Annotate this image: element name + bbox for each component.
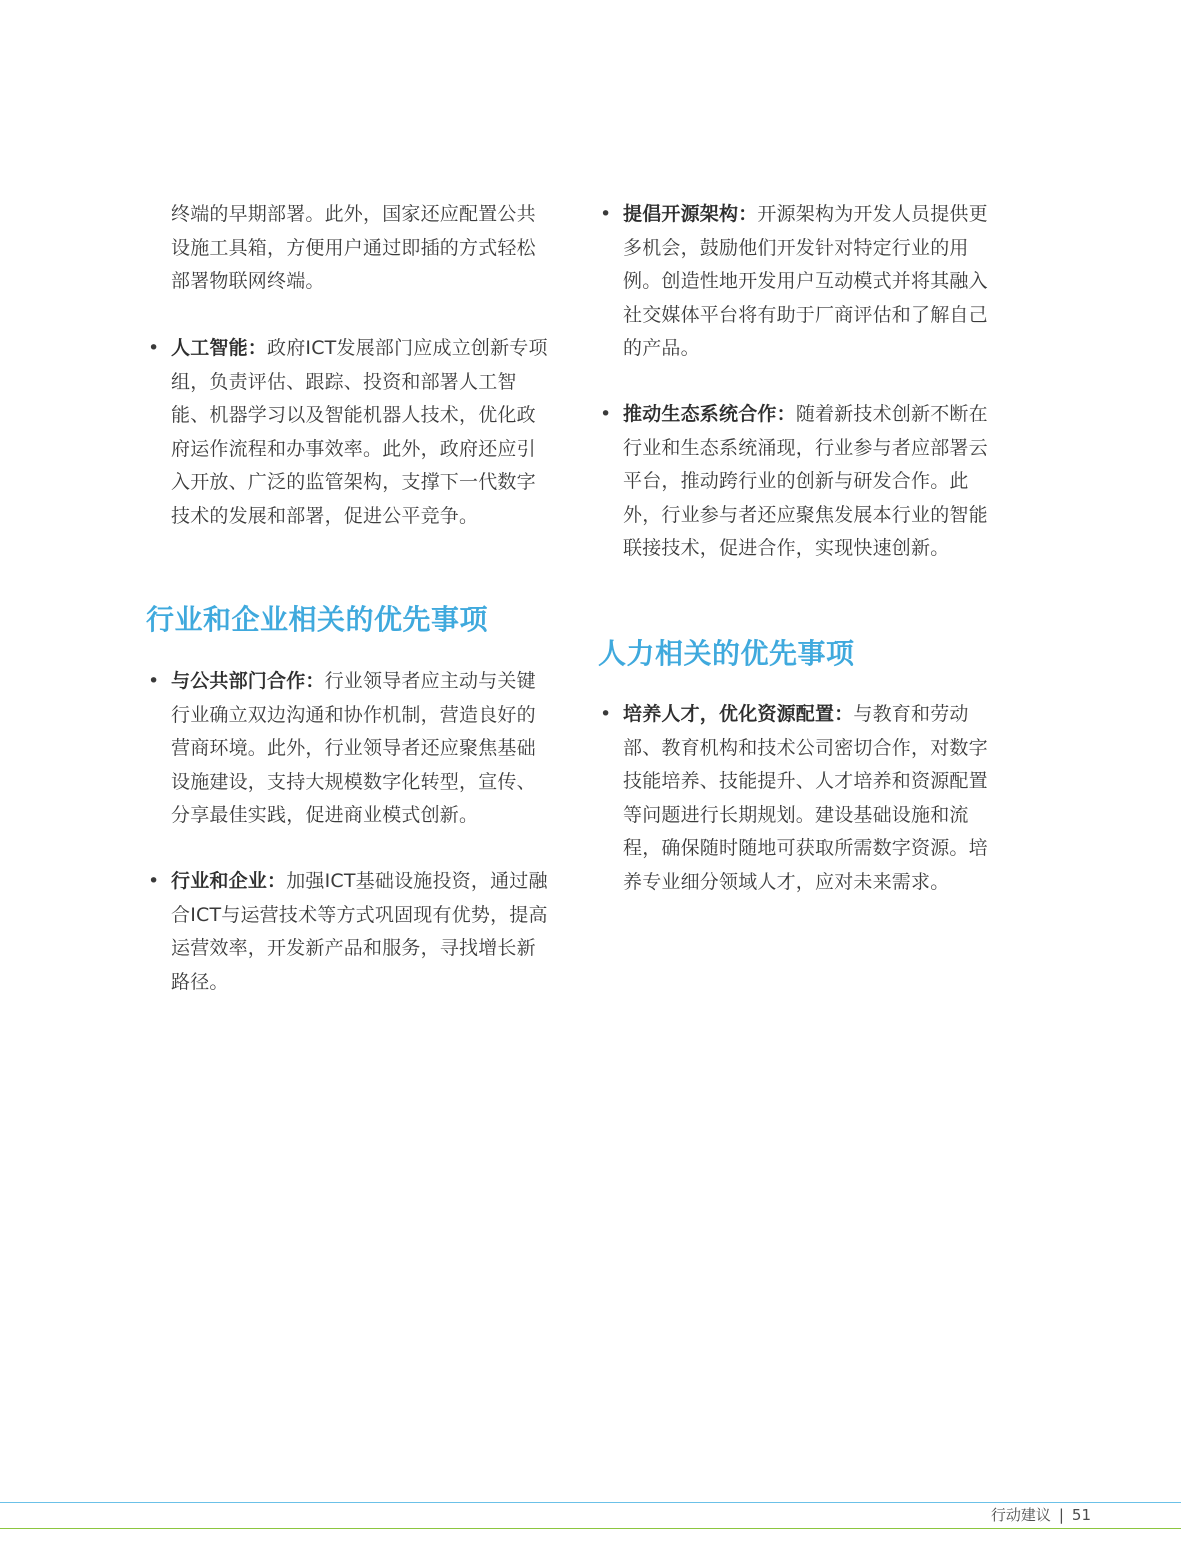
footer-divider-bottom [0,1528,1181,1529]
list-item-lead: 培养人才，优化资源配置： [623,703,854,725]
page-number: 51 [1071,1506,1091,1524]
intro-paragraph: 终端的早期部署。此外，国家还应配置公共设施工具箱，方便用户通过即插的方式轻松部署物联网终端。 [171,203,536,292]
list-item-text: 开源架构为开发人员提供更多机会，鼓励他们开发针对特定行业的用例。创造性地开发用户互动模式并将其融入社交媒体平台将有助于厂商评估和了解自己的产品。 [623,203,988,359]
section-heading-talent: 人力相关的优先事项 [598,637,855,670]
bullet-icon: • [600,203,612,225]
list-item-text: 政府ICT发展部门应成立创新专项组，负责评估、跟踪、投资和部署人工智能、机器学习以及智能机器人技术，优化政府运作流程和办事效率。此外，政府还应引入开放、广泛的监管架构，支撑下一代数字技术的发展和部署，促进公平竞争。 [171,337,548,527]
footer-section-label: 行动建议 [990,1506,1051,1524]
list-item-text: 行业领导者应主动与关键行业确立双边沟通和协作机制，营造良好的营商环境。此外，行业领导者还应聚焦基础设施建设，支持大规模数字化转型，宣传、分享最佳实践，促进商业模式创新。 [171,670,536,826]
list-item-lead: 提倡开源架构： [623,203,758,225]
page-footer [960,1505,1091,1525]
list-item-lead: 与公共部门合作： [171,670,325,692]
list-item-text: 与教育和劳动部、教育机构和技术公司密切合作，对数字技能培养、技能提升、人才培养和资源配置等问题进行长期规划。建设基础设施和流程，确保随时随地可获取所需数字资源。培养专业细分领域人才，应对未来需求。 [623,703,988,893]
footer-separator: | [1058,1506,1064,1524]
list-item-talent [598,698,1004,899]
bullet-icon: • [148,670,160,692]
list-item-public-sector [146,665,552,833]
section-heading-industry: 行业和企业相关的优先事项 [146,603,489,636]
list-item-open-source [598,198,1004,366]
bullet-icon: • [600,703,612,725]
bullet-icon: • [148,337,160,359]
bullet-icon: • [148,870,160,892]
list-item-text: 随着新技术创新不断在行业和生态系统涌现，行业参与者应部署云平台，推动跨行业的创新与研发合作。此外，行业参与者还应聚焦发展本行业的智能联接技术，促进合作，实现快速创新。 [623,403,988,559]
bullet-icon: • [600,403,612,425]
list-item-lead: 行业和企业： [171,870,287,892]
list-item-industry [146,865,552,999]
footer-divider-top [0,1502,1181,1503]
list-item-lead: 人工智能： [171,337,268,359]
list-item-ai [146,332,552,533]
list-item-lead: 推动生态系统合作： [623,403,796,425]
list-item-ecosystem [598,398,1004,566]
list-item-text: 加强ICT基础设施投资，通过融合ICT与运营技术等方式巩固现有优势，提高运营效率，开发新产品和服务，寻找增长新路径。 [171,870,548,993]
